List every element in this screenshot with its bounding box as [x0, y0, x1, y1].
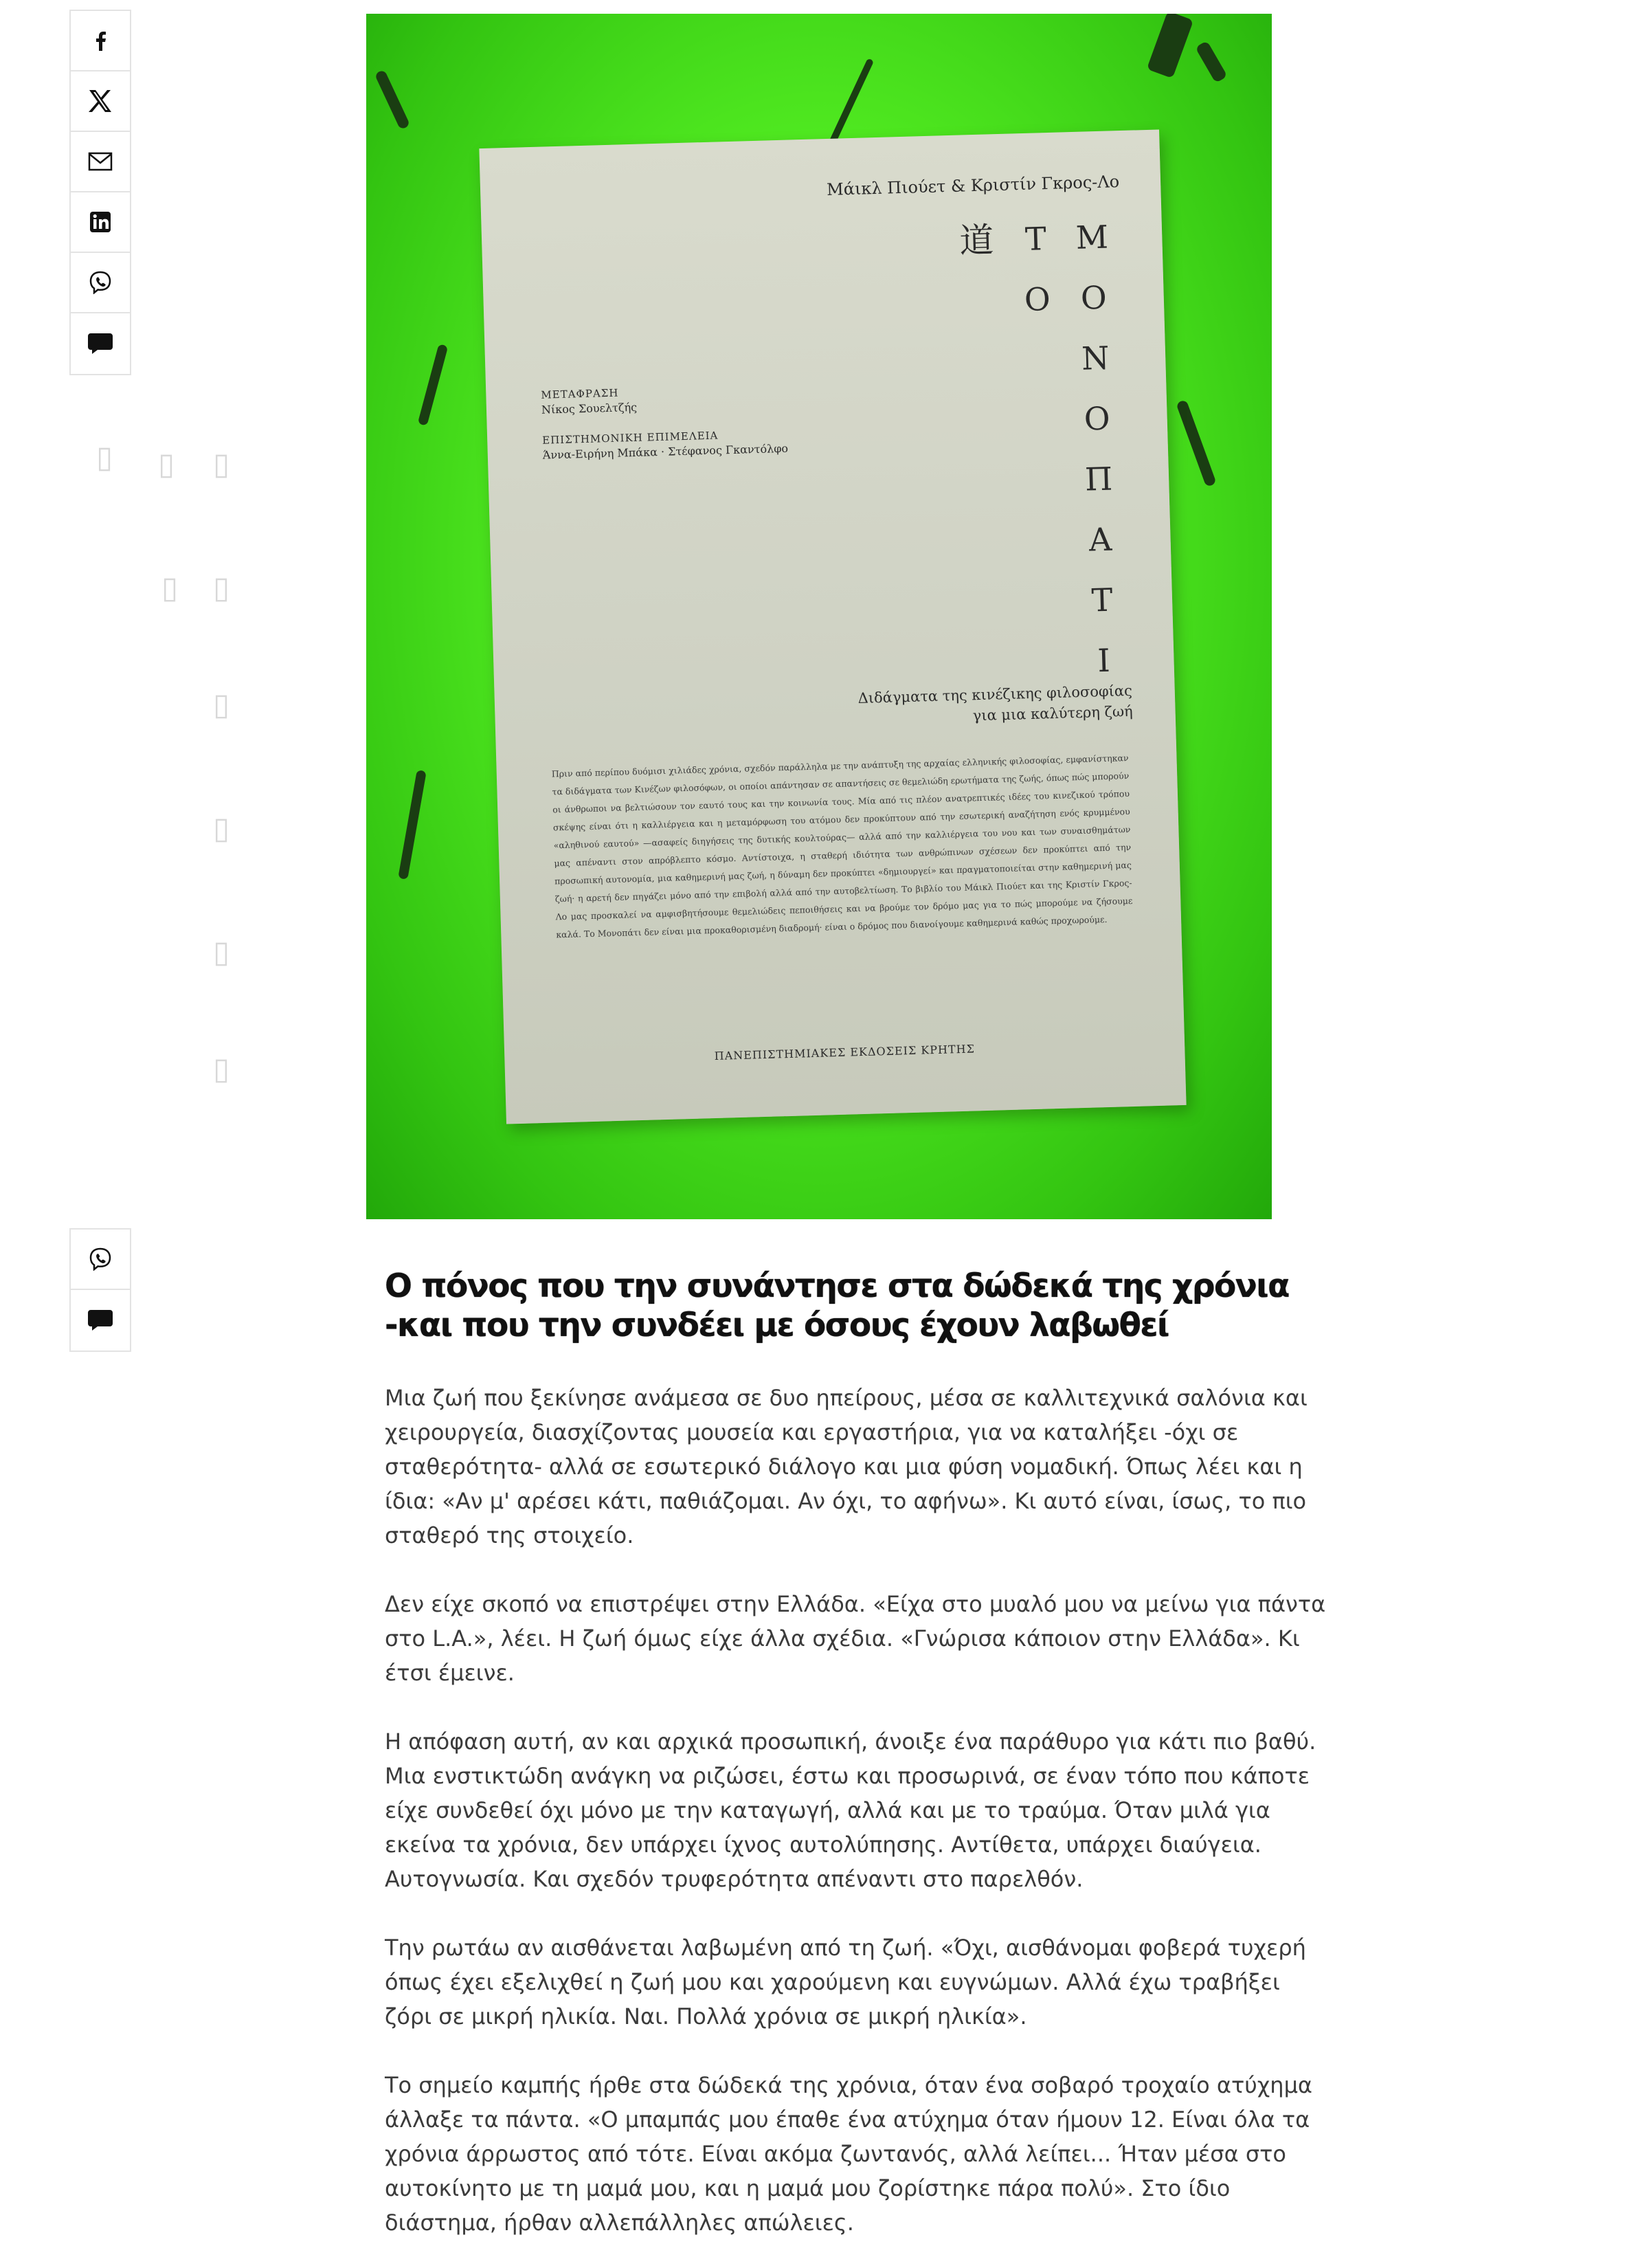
- book-title-column-article: Τ Ο: [1024, 220, 1051, 319]
- facebook-icon: [94, 30, 106, 51]
- book-title-han-character: 道: [958, 220, 995, 261]
- viber-share-button[interactable]: [71, 1230, 130, 1290]
- x-share-button[interactable]: [71, 71, 130, 132]
- viber-icon: [89, 1247, 112, 1271]
- viber-share-button[interactable]: [71, 253, 130, 313]
- linkedin-share-button[interactable]: [71, 192, 130, 253]
- article-photo: [366, 14, 1272, 1219]
- book-subtitle: Διδάγματα της κινέζικης φιλοσοφίας για μια καλύτερη ζωή: [857, 682, 1133, 724]
- email-share-button[interactable]: [71, 132, 130, 192]
- messenger-share-button[interactable]: [71, 1290, 130, 1350]
- book-title-column-main: Μ Ο Ν Ο Π Α Τ Ι: [1075, 218, 1114, 680]
- article-paragraph: Το σημείο καμπής ήρθε στα δώδεκά της χρόνια, όταν ένα σοβαρό τροχαίο ατύχημα άλλαξε τα πάντα. «Ο μπαμπάς μου έπαθε ένα ατύχημα όταν ήμουν 12. Είναι όλα τα χρόνια άρρωστος από τότε. Είναι ακόμα ζωντανός, αλλά λείπει... Ήταν μέσα στο αυτοκίνητο με τη μαμά μου, και η μαμά μου ζορίστηκε πάρα πολύ». Στο ίδιο διάστημα, ήρθαν αλλεπάλληλες απώλειες.: [385, 2072, 1313, 2236]
- messenger-icon: [87, 332, 114, 355]
- article-paragraph: Μια ζωή που ξεκίνησε ανάμεσα σε δυο ηπείρους, μέσα σε καλλιτεχνικά σαλόνια και χειρουργεία, διασχίζοντας μουσεία και εργαστήρια, για να καταλήξει -όχι σε σταθερότητα- αλλά σε εσωτερικό διάλογο και μια φύση νομαδική. Όπως λέει και η ίδια: «Αν μ' αρέσει κάτι, παθιάζομαι. Αν όχι, το αφήνω». Κι αυτό είναι, ίσως, το πιο σταθερό της στοιχείο.: [385, 1385, 1308, 1548]
- facebook-share-button[interactable]: [71, 11, 130, 71]
- mail-icon: [88, 152, 113, 171]
- article-paragraph: Η απόφαση αυτή, αν και αρχικά προσωπική, άνοιξε ένα παράθυρο για κάτι πιο βαθύ. Μια ενστικτώδη ανάγκη να ριζώσει, έστω και προσωρινά, σε έναν τόπο που κάποτε είχε συνδεθεί όχι μόνο με την καταγωγή, αλλά και με το τραύμα. Όταν μιλά για εκείνα τα χρόνια, δεν υπάρχει ίχνος αυτολύπησης. Αντίθετα, υπάρχει διαύγεια. Αυτογνωσία. Και σχεδόν τρυφερότητα απέναντι στο παρελθόν.: [385, 1728, 1316, 1892]
- book-blurb: Πριν από περίπου δυόμισι χιλιάδες χρόνια, σχεδόν παράλληλα με την ανάπτυξη της αρχαίας ελληνικής φιλοσοφίας, εμφανίστηκαν τα διδάγματα των Κινέζων φιλοσόφων, οι οποίοι απάντησαν σε απαντήσεις σε θεμελιώδη ερωτήματα της ζωής, όπως πώς μπορούν οι άνθρωποι να βελτιώσουν τον εαυτό τους και την κοινωνία τους. Μία από τις πλέον ανατρεπτικές ιδέες του κινεζικού τρόπου σκέψης είναι ότι η καλλιέργεια και η μεταμόρφωση του ατόμου δεν προκύπτουν από την εσωτερική αναζήτηση ενός κρυμμένου «αληθινού εαυτού» —ασαφείς διηγήσεις της δυτικής κουλτούρας— αλλά από την καλλιέργεια του νου και των συναισθημάτων μας απέναντι στον απρόβλεπτο κόσμο. Αντίστοιχα, η σταθερή ιδιότητα των ανθρώπινων σχέσεων δεν προκύπτει από την προσωπική αυτονομία, μια καθημερινή μας ζωή, η δύναμη δεν προκύπτει «δημιουργεί» και πραγματοποιείται στην καθημερινή μας ζωή· η αρετή δεν πηγάζει μόνο από την επιβολή αλλά από την αυτοβελτίωση. Το βιβλίο του Μάικλ Πιούετ και της Κριστίν Γκρος-Λο μας προσκαλεί να αμφισβητήσουμε θεμελιώδεις πεποιθήσεις και να βρούμε τον δρόμο μας για το πώς μπορούμε να ζήσουμε καλά. Το Μονοπάτι δεν είναι μια προκαθορισμένη διαδρομή· είναι ο δρόμος που διανοίγουμε καθημερινά καθώς προχωρούμε.: [551, 753, 1133, 940]
- article-subheading: Ο πόνος που την συνάντησε στα δώδεκά της χρόνια -και που την συνδέει με όσους έχουν λαβωθεί: [385, 1267, 1289, 1344]
- book-publisher: ΠΑΝΕΠΙΣΤΗΜΙΑΚΕΣ ΕΚΔΟΣΕΙΣ ΚΡΗΤΗΣ: [714, 1042, 976, 1063]
- share-bar-top: [69, 10, 131, 375]
- x-icon: [87, 88, 113, 114]
- article-body: [385, 1267, 1326, 2268]
- messenger-share-button[interactable]: [71, 313, 130, 374]
- article-paragraph: Δεν είχε σκοπό να επιστρέψει στην Ελλάδα. «Είχα στο μυαλό μου να μείνω για πάντα στο L.A.», λέει. Η ζωή όμως είχε άλλα σχέδια. «Γνώρισα κάποιον στην Ελλάδα». Κι έτσι έμεινε.: [385, 1591, 1326, 1686]
- viber-icon: [89, 271, 112, 294]
- article-paragraph: Την ρωτάω αν αισθάνεται λαβωμένη από τη ζωή. «Όχι, αισθάνομαι φοβερά τυχερή όπως έχει εξελιχθεί η ζωή μου και χαρούμενη και ευγνώμων. Αλλά έχω τραβήξει ζόρι σε μικρή ηλικία. Ναι. Πολλά χρόνια σε μικρή ηλικία».: [385, 1935, 1306, 2030]
- book-cover: [479, 129, 1186, 1124]
- book-credits: ΜΕΤΑΦΡΑΣΗ Νίκος Σουελτζής ΕΠΙΣΤΗΜΟΝΙΚΗ ΕΠΙΜΕΛΕΙΑ Άννα-Ειρήνη Μπάκα · Στέφανος Γκαντόλφο: [541, 386, 789, 462]
- share-bar-bottom: [69, 1228, 131, 1352]
- book-authors: Μάικλ Πιούετ & Κριστίν Γκρος-Λο: [826, 172, 1120, 199]
- messenger-icon: [87, 1309, 114, 1332]
- linkedin-icon: [89, 211, 111, 233]
